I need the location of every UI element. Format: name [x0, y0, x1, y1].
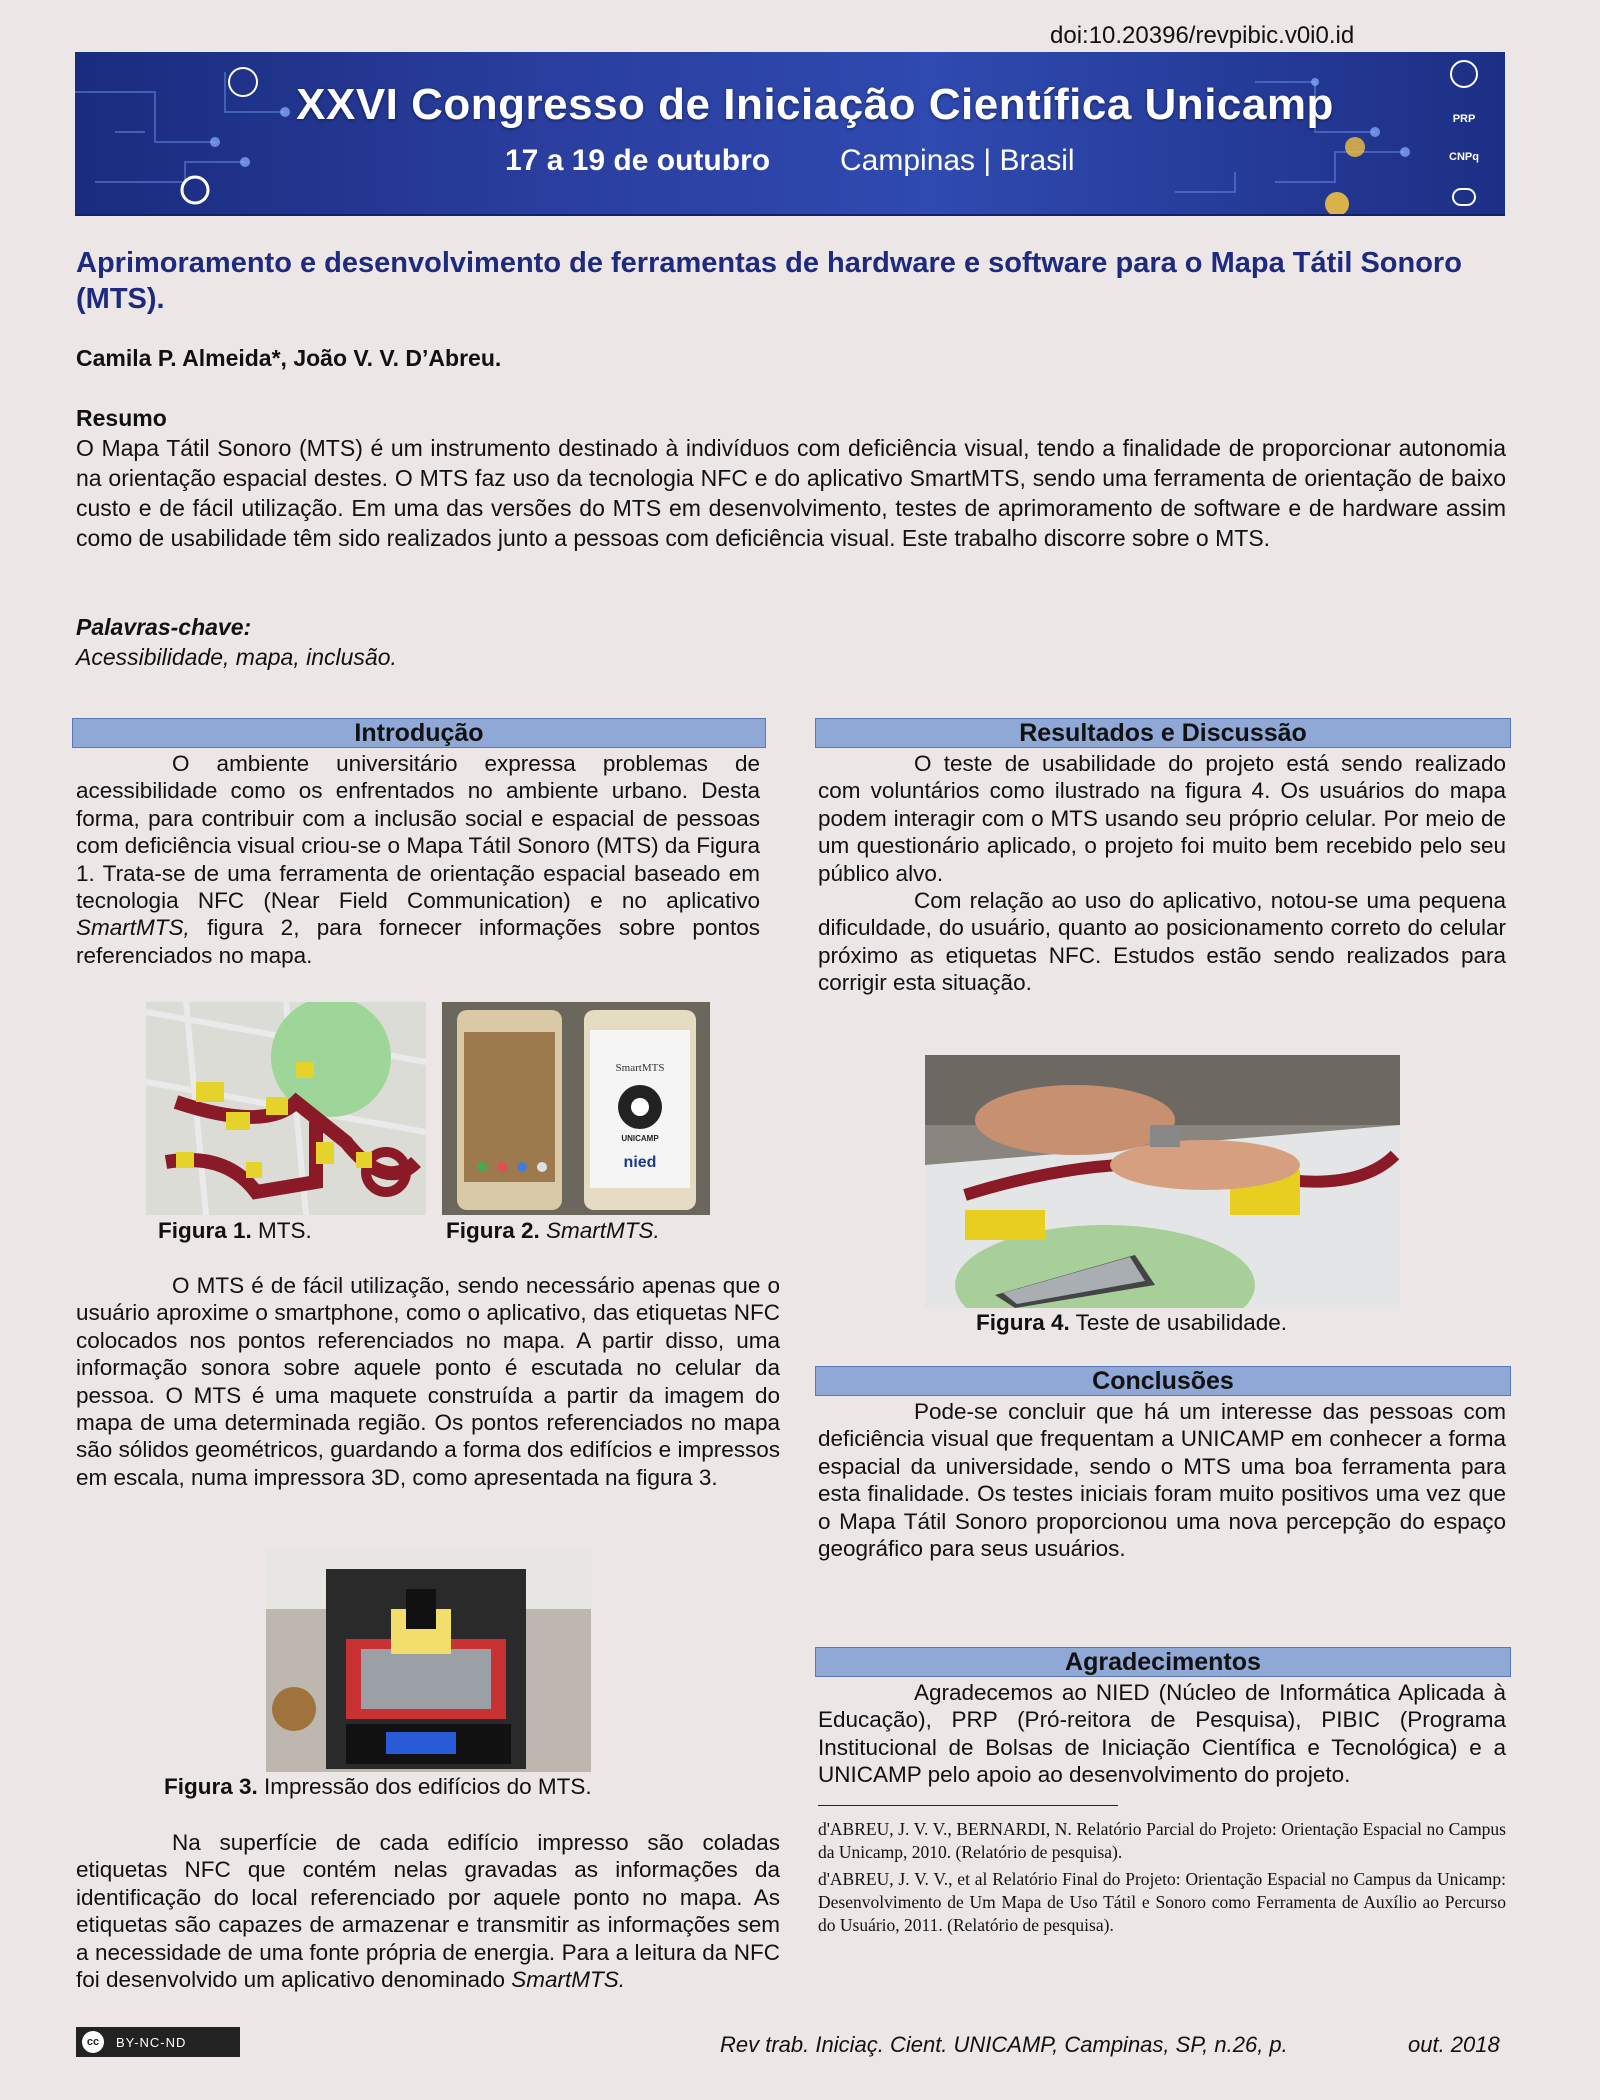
figure-1-image [146, 1002, 426, 1215]
figure-3-image [266, 1549, 591, 1772]
intro-p3-a: Na superfície de cada edifício impresso são coladas etiquetas NFC que contém nelas gravadas as informações da identificação do local referenciado por aquele ponto no mapa. As etiquetas são capazes de armazenar e transmitir as informações sem a necessidade de uma fonte própria de energia. Para a leitura da NFC foi desenvolvido um aplicativo denominado [76, 1830, 780, 1993]
results-text [818, 750, 1506, 997]
conference-banner [75, 52, 1505, 216]
license-text: BY-NC-ND [116, 2034, 187, 2050]
phone-lab: nied [623, 1154, 657, 1171]
gear-icon [182, 177, 208, 203]
figure-4-caption [976, 1310, 1287, 1336]
phone-brand: UNICAMP [621, 1134, 659, 1143]
footnote-divider [818, 1805, 1118, 1806]
banner-city: Campinas | Brasil [840, 144, 1075, 177]
conclusions-heading: Conclusões [815, 1366, 1511, 1396]
intro-p1 [76, 750, 760, 969]
abstract: O Mapa Tátil Sonoro (MTS) é um instrumento destinado à indivíduos com deficiência visual, tendo a finalidade de proporcionar autonomia na orientação espacial destes. O MTS faz uso da tecnologia NFC e do aplicativo SmartMTS, sendo uma ferramenta de orientação de baixo custo e de fácil utilização. Em uma das versões do MTS em desenvolvimento, testes de aprimoramento de software e de hardware assim como de usabilidade têm sido realizados junto a pessoas com deficiência visual. Este trabalho discorre sobre o MTS. [76, 435, 1506, 551]
keywords-heading: Palavras-chave: [76, 614, 252, 640]
sae-logo-icon [1452, 188, 1476, 206]
reference-1: d'ABREU, J. V. V., BERNARDI, N. Relatório Parcial do Projeto: Orientação Espacial no Campus da Unicamp, 2010. (Relatório de pesquisa). [818, 1819, 1506, 1862]
results-p1: O teste de usabilidade do projeto está sendo realizado com voluntários como ilustrado na figura 4. Os usuários do mapa podem interagir com o MTS usando seu próprio celular. Por meio de um questionário aplicado, o projeto foi muito bem recebido pelo seu público alvo. [818, 751, 1506, 886]
footer-date: out. 2018 [1408, 2032, 1500, 2057]
unicamp-logo-icon [1450, 60, 1478, 88]
keywords: Acessibilidade, mapa, inclusão. [76, 644, 397, 670]
references [818, 1818, 1506, 1941]
phone-app-name: SmartMTS [615, 1062, 665, 1074]
authors: Camila P. Almeida*, João V. V. D’Abreu. [76, 345, 502, 371]
figure-4-label: Figura 4. [976, 1310, 1070, 1335]
intro-p1-a: O ambiente universitário expressa problemas de acessibilidade como os enfrentados no ambiente urbano. Desta forma, para contribuir com a inclusão social e espacial de pessoas com deficiência visual criou-se o Mapa Tátil Sonoro (MTS) da Figura 1. Trata-se de uma ferramenta de orientação espacial baseado em tecnologia NFC (Near Field Communication) e no aplicativo [76, 751, 760, 914]
figure-2-caption [446, 1218, 660, 1244]
prp-logo: PRP [1452, 113, 1476, 126]
figure-1-caption [158, 1218, 312, 1244]
intro-p3-app: SmartMTS. [511, 1967, 626, 1993]
paper-title: Aprimoramento e desenvolvimento de ferramentas de hardware e software para o Mapa Tátil Sonoro (MTS). [76, 247, 1462, 315]
pen-icon [1345, 137, 1365, 157]
banner-dates: 17 a 19 de outubro [505, 144, 771, 177]
results-heading: Resultados e Discussão [815, 718, 1511, 748]
doi: doi:10.20396/revpibic.v0i0.id [1050, 22, 1355, 49]
reference-2: d'ABREU, J. V. V., et al Relatório Final do Projeto: Orientação Espacial no Campus da Unicamp: Desenvolvimento de Um Mapa de Uso Tátil e Sonoro como Ferramenta de Auxílio ao Percurso do Usuário, 2011. (Relatório de pesquisa). [818, 1869, 1506, 1935]
ack-text [818, 1679, 1506, 1789]
figure-2-label: Figura 2. [446, 1218, 540, 1243]
abstract-heading: Resumo [76, 405, 167, 431]
banner-title: XXVI Congresso de Iniciação Científica Unicamp [296, 80, 1334, 129]
ack-p1: Agradecemos ao NIED (Núcleo de Informática Aplicada à Educação), PRP (Pró-reitora de Pesquisa), PIBIC (Programa Institucional de Bolsas de Iniciação Científica e Tecnológica) e a UNICAMP pelo apoio ao desenvolvimento do projeto. [818, 1680, 1506, 1788]
intro-p1-b: figura 2, para fornecer informações sobre pontos referenciados no mapa. [76, 915, 760, 968]
results-p2: Com relação ao uso do aplicativo, notou-se uma pequena dificuldade, do usuário, quanto ao posicionamento correto do celular próximo as etiquetas NFC. Estudos estão sendo realizados para corrigir esta situação. [818, 888, 1506, 996]
figure-1-label: Figura 1. [158, 1218, 252, 1243]
intro-p3 [76, 1829, 780, 1993]
figure-4-image [925, 1055, 1400, 1308]
figure-1-text: MTS. [251, 1218, 312, 1243]
flask-icon [1325, 192, 1349, 214]
figure-3-caption [164, 1774, 592, 1800]
journal-footer: Rev trab. Iniciaç. Cient. UNICAMP, Campinas, SP, n.26, p. [720, 2032, 1288, 2057]
figure-3-label: Figura 3. [164, 1774, 258, 1799]
circuit-pattern [75, 52, 1505, 214]
figure-2-text: SmartMTS. [539, 1218, 660, 1243]
figure-2-image [442, 1002, 710, 1215]
figure-3-text: Impressão dos edifícios do MTS. [257, 1774, 592, 1799]
conclusions-p1: Pode-se concluir que há um interesse das pessoas com deficiência visual que frequentam a UNICAMP em conhecer a forma espacial da universidade, sendo o MTS uma boa ferramenta para esta finalidade. Os testes iniciais foram muito positivos uma vez que o Mapa Tátil Sonoro proporcionou uma nova percepção do espaço geográfico para seus usuários. [818, 1399, 1506, 1562]
intro-p2-text: O MTS é de fácil utilização, sendo necessário apenas que o usuário aproxime o smartphone, como o aplicativo, das etiquetas NFC colocados nos pontos referenciados no mapa. A partir disso, uma informação sonora sobre aquele ponto é escutada no celular da pessoa. O MTS é uma maquete construída a partir da imagem do mapa de uma determinada região. Os pontos referenciados no mapa são sólidos geométricos, guardando a forma dos edifícios e impressos em escala, numa impressora 3D, como apresentada na figura 3. [76, 1273, 780, 1490]
intro-heading: Introdução [72, 718, 766, 748]
atom-icon [229, 68, 257, 96]
conclusions-text [818, 1398, 1506, 1562]
cc-icon: cc [82, 2031, 104, 2053]
intro-p1-app: SmartMTS, [76, 915, 190, 941]
sponsor-logos [1435, 60, 1493, 206]
figure-4-text: Teste de usabilidade. [1069, 1310, 1288, 1335]
intro-p2 [76, 1272, 780, 1491]
cc-license-badge [76, 2027, 240, 2057]
cnpq-logo: CNPq [1449, 150, 1479, 163]
ack-heading: Agradecimentos [815, 1647, 1511, 1677]
